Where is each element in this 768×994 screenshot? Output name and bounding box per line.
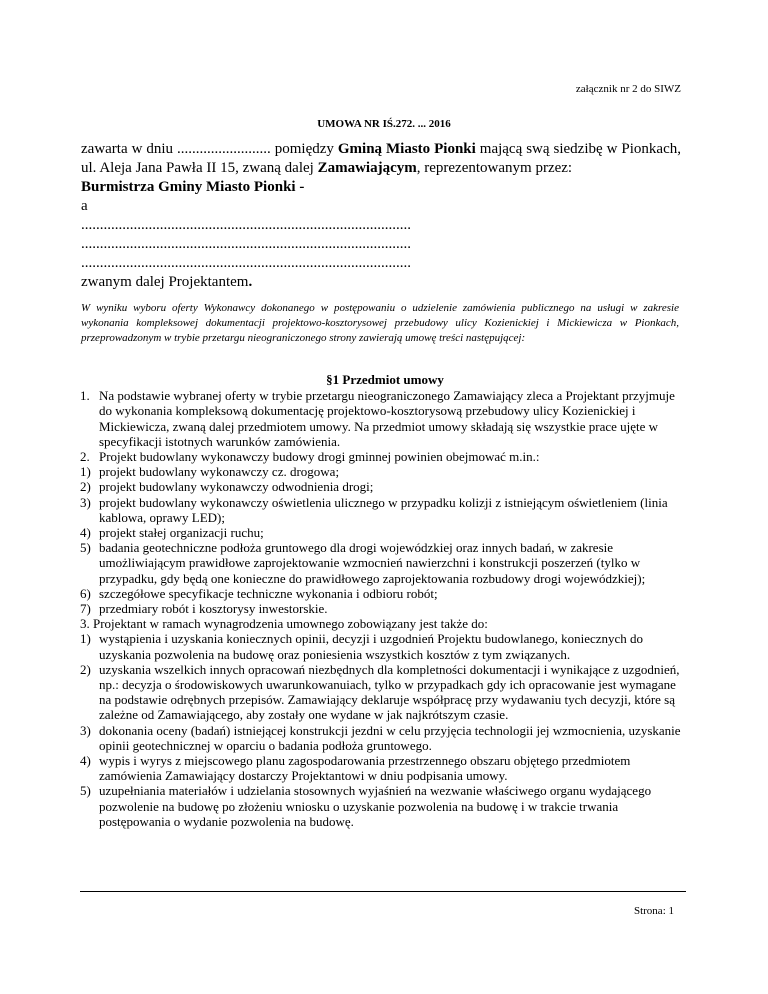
mayor-line: Burmistrza Gminy Miasto Pionki - [81, 179, 305, 195]
item-text: wypis i wyrys z miejscowego planu zagospodarowania przestrzennego obszaru objętego przedmiotem zamówienia Zamawiający dostarczy Projektantowi w dniu podpisania umowy. [99, 753, 631, 784]
list-item [80, 601, 690, 616]
item-number: 2. [80, 449, 90, 465]
item-number: 4) [80, 753, 91, 769]
preamble: W wyniku wyboru oferty Wykonawcy dokonanego w postępowaniu o udzielenie zamówienia publicznego na usługi w zakresie wykonania kompleksowej dokumentacji projektowo-kosztorysowej przebudowy ulicy Kozienickiej i Mickiewicza w Pionkach, przeprowadzonym w trybie przetargu nieograniczonego strony zawierają umowę treści następującej: [81, 302, 679, 344]
and-line: a [81, 198, 88, 214]
parties-paragraph [81, 140, 681, 178]
section-subject [80, 372, 690, 829]
text-fragment: zwanym dalej Projektantem [81, 274, 249, 290]
list-item [80, 586, 690, 601]
item-number: 7) [80, 601, 91, 617]
list-item [80, 753, 690, 783]
text-fragment: mającą swą siedzibę w Pionkach, ul. Aleja Jana Pawła II 15, zwaną dalej [81, 141, 681, 176]
list-item [80, 495, 690, 525]
item-text: Projekt budowlany wykonawczy budowy drogi gminnej powinien obejmować m.in.: [99, 449, 540, 465]
item-text: szczegółowe specyfikacje techniczne wykonania i odbioru robót; [99, 585, 438, 601]
item-number: 5) [80, 540, 91, 556]
item-text: wystąpienia i uzyskania koniecznych opinii, decyzji i uzgodnień Projektu budowlanego, koniecznych do uzyskania pozwolenia na budowę oraz poniesienia wszystkich kosztów z tym związanych. [99, 631, 644, 662]
list-item [80, 449, 690, 464]
attachment-note: załącznik nr 2 do SIWZ [575, 83, 681, 95]
item-number: 4) [80, 525, 91, 541]
item-number: 5) [80, 783, 91, 799]
list-item [80, 464, 690, 479]
item-text: badania geotechniczne podłoża gruntowego dla drogi wojewódzkiej oraz innych badań, w zakresie umożliwiającym prawidłowe zaprojektowanie wzmocnień nawierzchni i konstrukcji poszerzeń (tylko w przypadku, gdy będą one konieczne do prawidłowego zaprojektowania rozbudowy drogi wojewódzkiej); [99, 540, 646, 586]
item-number: 1. [80, 388, 90, 404]
text-fragment: zawarta w dniu ......................... pomiędzy [81, 141, 338, 157]
list-item [80, 388, 690, 449]
item-text: projekt budowlany wykonawczy oświetlenia ulicznego w przypadku kolizji z istniejącym oświetleniem (linia kablowa, oprawy LED); [99, 494, 668, 525]
section-title: §1 Przedmiot umowy [326, 372, 444, 387]
item-text: Na podstawie wybranej oferty w trybie przetargu nieograniczonego Zamawiający zleca a Projektant przyjmuje do wykonania kompleksową dokumentację projektowo-kosztorysową przebudowy ulicy Kozienickiej i Mickiewicza, zwaną dalej przedmiotem umowy. Na przedmiot umowy składają się wszystkie prace ujęte w specyfikacji istotnych warunków zamówienia. [99, 388, 675, 449]
item-number: 3) [80, 494, 91, 510]
item-text: uzupełniania materiałów i udzielania stosownych wyjaśnień na wezwanie właściwego organu wydającego pozwolenie na budowę po złożeniu wniosku o uzyskanie pozwolenia na budowę i w trakcie trwania postępowania o wydanie pozwolenia na budowę. [99, 783, 652, 829]
footer-divider [80, 891, 686, 892]
list-item [80, 783, 690, 829]
point-3-heading: 3. Projektant w ramach wynagrodzenia umownego zobowiązany jest także do: [80, 616, 488, 632]
item-number: 3) [80, 722, 91, 738]
designer-line [81, 273, 681, 292]
contract-title: UMOWA NR IŚ.272. ... 2016 [317, 118, 451, 130]
item-number: 2) [80, 479, 91, 495]
page-number: Strona: 1 [633, 905, 674, 917]
blank-line-3: ........................................................................................ [81, 255, 411, 271]
item-text: przedmiary robót i kosztorysy inwestorskie. [99, 601, 328, 617]
list-item [80, 525, 690, 540]
item-text: projekt stałej organizacji ruchu; [99, 525, 264, 541]
text-fragment: , reprezentowanym przez: [416, 160, 573, 176]
item-text: dokonania oceny (badań) istniejącej konstrukcji jezdni w celu przyjęcia technologii jej wzmocnienia, uzyskanie opinii geotechnicznej w oparciu o badania podłoża gruntowego. [99, 722, 681, 753]
item-number: 1) [80, 464, 91, 480]
item-text: projekt budowlany wykonawczy cz. drogowa; [99, 464, 340, 480]
text-fragment: . [248, 274, 253, 290]
ordering-party-term: Zamawiającym [317, 160, 417, 176]
list-item [80, 479, 690, 494]
blank-line-2: ........................................................................................ [81, 236, 411, 252]
list-item [80, 631, 690, 661]
item-number: 2) [80, 661, 91, 677]
item-number: 1) [80, 631, 91, 647]
list-item [80, 662, 690, 723]
municipality-name: Gminą Miasto Pionki [337, 141, 476, 157]
item-number: 6) [80, 585, 91, 601]
list-item [80, 723, 690, 753]
item-text: projekt budowlany wykonawczy odwodnienia drogi; [99, 479, 374, 495]
item-text: uzyskania wszelkich innych opracowań niezbędnych dla kompletności dokumentacji i wynikające z uzgodnień, np.: decyzja o środowiskowych uwarunkowanuiach, tylko w przypadkach gdy ich opracowanie jest wymagane na podstawie odrębnych przepisów. Zamawiający deklaruje współpracę przy wydawaniu tych decyzji, które są zależne od Zamawiającego, aby zostały one wydane w jak najkrótszym czasie. [99, 661, 680, 723]
list-item [80, 540, 690, 586]
blank-line-1: ........................................................................................ [81, 217, 411, 233]
parties-block [81, 140, 681, 292]
